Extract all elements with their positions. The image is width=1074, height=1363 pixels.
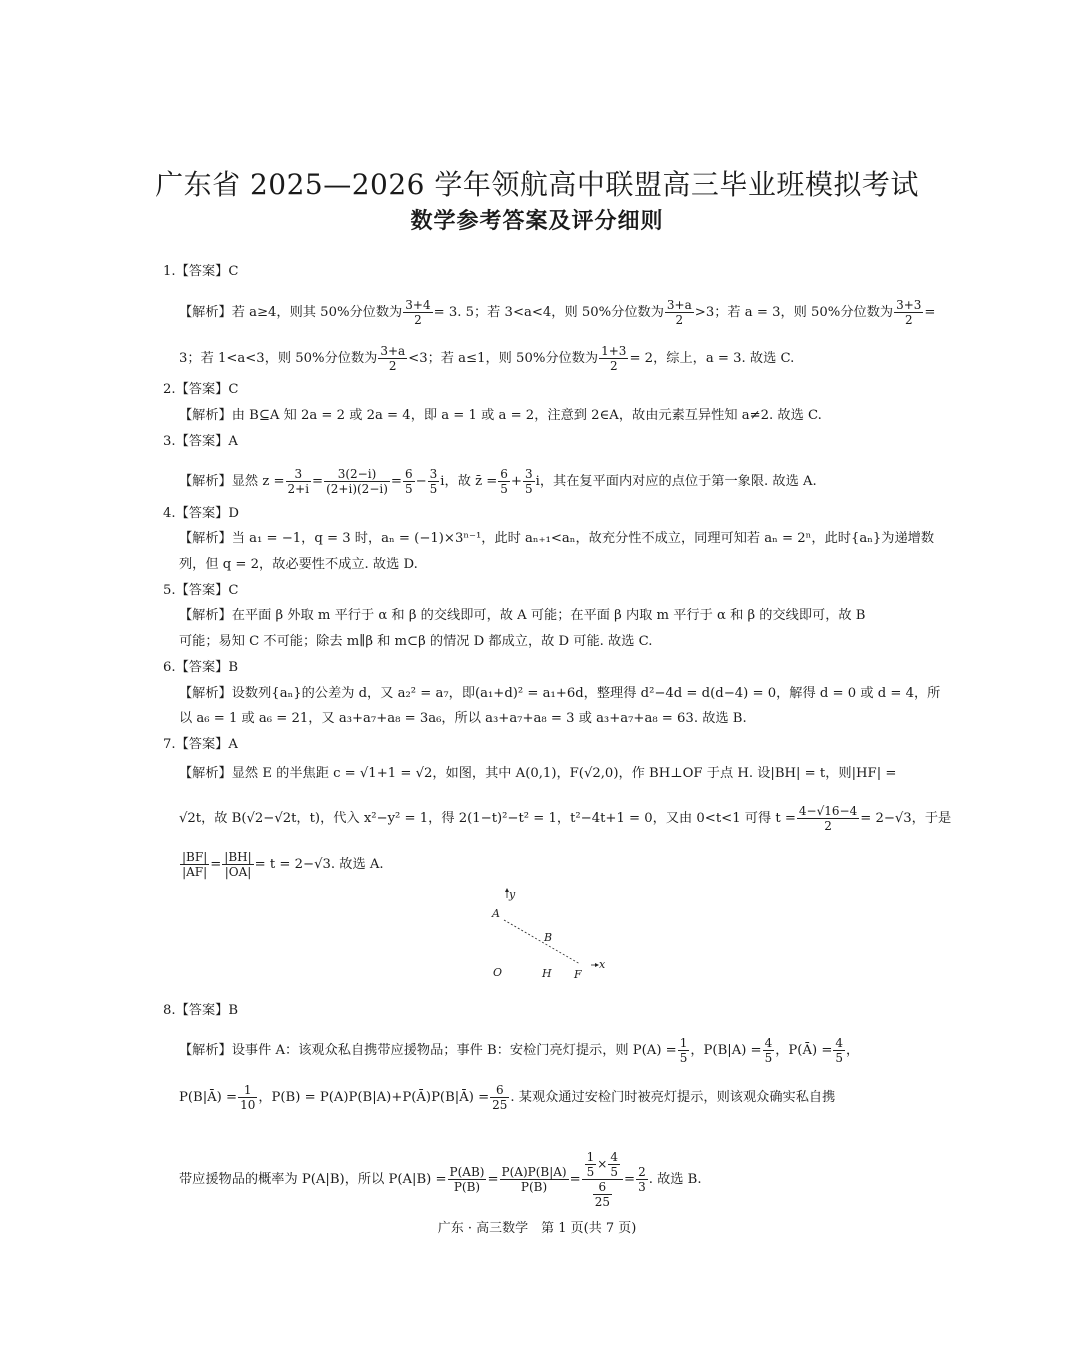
page-footer: 广东 · 高三数学 第 1 页(共 7 页)	[437, 1221, 637, 1236]
text: ，P(B) = P(A)P(B|A)+P(Ā)P(B|Ā) =	[258, 1090, 490, 1105]
page-title: 广东省 2025—2026 学年领航高中联盟高三毕业班模拟考试	[155, 168, 919, 201]
times-sign: ×	[597, 1157, 608, 1171]
text: = t = 2−√3. 故选 A.	[254, 857, 384, 872]
numerator: 3+a	[380, 344, 406, 358]
q4-analysis-line2: 列，但 q = 2，故必要性不成立. 故选 D.	[179, 557, 418, 572]
label-h: H	[542, 967, 552, 980]
text: i，其在复平面内对应的点位于第一象限. 故选 A.	[535, 474, 817, 489]
text: √2t，故 B(√2−√2t，t)，代入 x²−y² = 1，得 2(1−t)²−t² = 1，t²−4t+1 = 0，又由 0<t<1 可得 t =	[179, 811, 796, 826]
fraction	[608, 1150, 620, 1179]
fraction	[222, 850, 253, 879]
fraction	[403, 467, 415, 496]
q7-analysis-line3	[179, 850, 384, 879]
text: +	[510, 474, 522, 489]
q4-analysis-line1: 【解析】当 a₁ = −1，q = 3 时，aₙ = (−1)×3ⁿ⁻¹，此时 aₙ₊₁<aₙ，故充分性不成立，同理可知若 aₙ = 2ⁿ，此时{aₙ}为递增数	[179, 531, 935, 546]
denominator: P(B)	[520, 1180, 548, 1194]
q1-analysis-line1	[179, 298, 935, 327]
numerator: 4	[835, 1036, 844, 1050]
text: P(B|Ā) =	[179, 1090, 238, 1105]
fraction	[665, 298, 694, 327]
text: =	[210, 857, 222, 872]
text: =	[624, 1172, 636, 1187]
q6-answer: 6.【答案】B	[163, 660, 239, 675]
fraction	[763, 1036, 775, 1065]
geometry-figure	[480, 884, 620, 984]
numerator: 6	[404, 467, 413, 481]
denominator: 5	[610, 1165, 618, 1179]
fraction	[286, 467, 312, 496]
denominator: 5	[500, 482, 508, 496]
denominator: 5	[835, 1051, 844, 1065]
q6-analysis-line2: 以 a₆ = 1 或 a₆ = 21，又 a₃+a₇+a₈ = 3a₆，所以 a₃+a₇+a₈ = 3 或 a₃+a₇+a₈ = 63. 故选 B.	[179, 711, 747, 726]
label-a: A	[492, 907, 500, 920]
numerator: 4	[764, 1036, 773, 1050]
page-subtitle: 数学参考答案及评分细则	[410, 209, 664, 234]
label-b: B	[544, 931, 553, 944]
text: =	[390, 474, 402, 489]
denominator: |OA|	[224, 865, 252, 879]
label-y: y	[509, 888, 516, 901]
compound-denominator	[582, 1180, 623, 1209]
text: . 某观众通过安检门时被亮灯提示，则该观众确实私自携	[510, 1090, 836, 1105]
numerator: 2	[638, 1165, 646, 1179]
denominator: 3	[638, 1180, 646, 1194]
denominator: 5	[524, 482, 533, 496]
text: . 故选 B.	[648, 1172, 702, 1187]
text: −	[415, 474, 427, 489]
numerator: 3(2−i)	[324, 467, 390, 482]
denominator: 2	[675, 313, 684, 327]
fraction	[403, 298, 432, 327]
numerator: 3+3	[896, 298, 922, 312]
denominator: 2	[904, 313, 913, 327]
q2-answer: 2.【答案】C	[163, 382, 239, 397]
text: = 2−√3，于是	[860, 811, 952, 826]
numerator: 3+a	[666, 298, 692, 312]
numerator: 3	[429, 467, 438, 481]
numerator: 3+4	[405, 298, 431, 312]
text: =	[569, 1172, 581, 1187]
denominator: 5	[679, 1051, 688, 1065]
q1-answer: 1.【答案】C	[163, 264, 239, 279]
numerator: 4	[610, 1150, 618, 1164]
numerator: |BF|	[182, 850, 208, 864]
text: >3；若 a = 3，则 50%分位数为	[694, 305, 894, 320]
numerator: 6	[500, 467, 508, 481]
numerator: 3	[286, 467, 312, 482]
denominator: P(B)	[453, 1180, 481, 1194]
q7-analysis-line2	[179, 804, 951, 833]
q8-analysis-line2	[179, 1083, 835, 1112]
text: ，	[846, 1043, 860, 1058]
text: =	[312, 474, 324, 489]
text: = 2，综上，a = 3. 故选 C.	[629, 351, 795, 366]
text: 【解析】显然 z =	[179, 474, 285, 489]
fraction	[894, 298, 923, 327]
fraction	[498, 467, 510, 496]
text: ，P(Ā) =	[775, 1043, 833, 1058]
fraction	[448, 1165, 487, 1194]
text: 3；若 1<a<3，则 50%分位数为	[179, 351, 378, 366]
fraction	[378, 344, 407, 373]
denominator: 2	[414, 313, 422, 327]
q4-answer: 4.【答案】D	[163, 506, 239, 521]
denominator: 25	[492, 1098, 508, 1112]
fraction	[678, 1036, 690, 1065]
q3-analysis	[179, 467, 817, 496]
fraction	[585, 1150, 597, 1179]
label-f: F	[574, 968, 582, 981]
compound-fraction	[582, 1150, 623, 1209]
denominator: 25	[594, 1195, 610, 1209]
fraction	[428, 467, 440, 496]
denominator: 2	[388, 359, 397, 373]
numerator: P(A)P(B|A)	[501, 1165, 567, 1179]
numerator: 3	[524, 467, 533, 481]
text: = 3. 5；若 3<a<4，则 50%分位数为	[433, 305, 664, 320]
numerator: 6	[490, 1083, 509, 1098]
numerator: 4−√16−4	[798, 804, 858, 818]
segment-af	[504, 920, 580, 964]
q1-analysis-line2	[179, 344, 794, 373]
q8-answer: 8.【答案】B	[163, 1003, 239, 1018]
q5-analysis-line1: 【解析】在平面 β 外取 m 平行于 α 和 β 的交线即可，故 A 可能；在平面 β 内取 m 平行于 α 和 β 的交线即可，故 B	[179, 608, 866, 623]
text: 带应援物品的概率为 P(A|B)，所以 P(A|B) =	[179, 1172, 447, 1187]
text: ，P(B|A) =	[690, 1043, 762, 1058]
fraction	[593, 1180, 612, 1209]
denominator: 2+i	[287, 482, 310, 496]
fraction	[797, 804, 859, 833]
fraction	[523, 467, 535, 496]
fraction	[599, 344, 628, 373]
label-x: x	[599, 958, 606, 971]
q2-analysis: 【解析】由 B⊆A 知 2a = 2 或 2a = 4，即 a = 1 或 a = 2，注意到 2∈A，故由元素互异性知 a≠2. 故选 C.	[179, 408, 822, 423]
text: =	[487, 1172, 499, 1187]
denominator: 2	[824, 819, 832, 833]
fraction	[180, 850, 209, 879]
text: <3；若 a≤1，则 50%分位数为	[408, 351, 599, 366]
fraction	[324, 467, 390, 496]
q8-analysis-line3	[179, 1150, 702, 1209]
denominator: |AF|	[182, 865, 208, 879]
q8-analysis-line1	[179, 1036, 859, 1065]
denominator: 5	[586, 1165, 595, 1179]
denominator: (2+i)(2−i)	[326, 482, 388, 496]
denominator: 10	[240, 1098, 256, 1112]
denominator: 2	[609, 359, 618, 373]
q5-analysis-line2: 可能；易知 C 不可能；除去 m∥β 和 m⊂β 的情况 D 都成立，故 D 可能. 故选 C.	[179, 634, 653, 649]
text: 【解析】设事件 A：该观众私自携带应援物品；事件 B：安检门亮灯提示，则 P(A) =	[179, 1043, 677, 1058]
text: 【解析】若 a≥4，则其 50%分位数为	[179, 305, 403, 320]
numerator: P(AB)	[449, 1165, 485, 1179]
compound-numerator	[582, 1150, 623, 1180]
numerator: 6	[593, 1180, 612, 1195]
q3-answer: 3.【答案】A	[163, 434, 238, 449]
denominator: 5	[429, 482, 438, 496]
denominator: 5	[764, 1051, 773, 1065]
numerator: 1+3	[601, 344, 627, 358]
q7-answer: 7.【答案】A	[163, 737, 238, 752]
fraction	[238, 1083, 257, 1112]
fraction	[636, 1165, 648, 1194]
fraction	[500, 1165, 569, 1194]
numerator: 1	[586, 1150, 595, 1164]
denominator: 5	[404, 482, 413, 496]
fraction	[833, 1036, 845, 1065]
numerator: 1	[238, 1083, 257, 1098]
numerator: 1	[679, 1036, 688, 1050]
fraction	[490, 1083, 509, 1112]
text: i，故 z̄ =	[440, 474, 498, 489]
q5-answer: 5.【答案】C	[163, 583, 239, 598]
label-o: O	[493, 966, 503, 979]
q6-analysis-line1: 【解析】设数列{aₙ}的公差为 d，又 a₂² = a₇，即(a₁+d)² = a₁+6d，整理得 d²−4d = d(d−4) = 0，解得 d = 0 或 d = 4，所	[179, 686, 941, 701]
text: =	[924, 305, 936, 320]
numerator: |BH|	[224, 850, 252, 864]
q7-analysis-line1: 【解析】显然 E 的半焦距 c = √1+1 = √2，如图，其中 A(0,1)，F(√2,0)，作 BH⊥OF 于点 H. 设|BH| = t，则|HF| =	[179, 766, 897, 781]
